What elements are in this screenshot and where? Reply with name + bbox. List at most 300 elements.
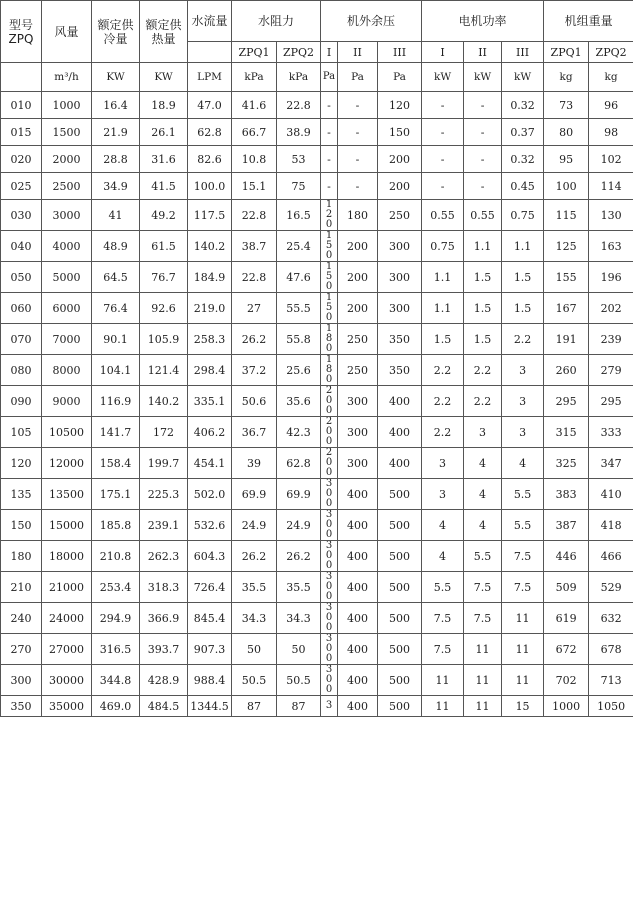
cell-mp-1: 1.1 bbox=[422, 293, 464, 324]
cell-mp-2: 1.1 bbox=[464, 231, 502, 262]
cell-wr-zpq1: 50 bbox=[232, 634, 277, 665]
cell-weight-zpq2: 130 bbox=[589, 200, 633, 231]
cell-water-flow: 988.4 bbox=[188, 665, 232, 696]
cell-mp-1: 3 bbox=[422, 479, 464, 510]
cell-water-flow: 258.3 bbox=[188, 324, 232, 355]
cell-ep-2: 250 bbox=[338, 324, 378, 355]
cell-model: 015 bbox=[1, 119, 42, 146]
cell-wr-zpq1: 27 bbox=[232, 293, 277, 324]
cell-cooling: 344.8 bbox=[92, 665, 140, 696]
cell-heating: 18.9 bbox=[140, 92, 188, 119]
header-wr-zpq2: ZPQ2 bbox=[277, 42, 321, 63]
cell-water-flow: 219.0 bbox=[188, 293, 232, 324]
cell-heating: 140.2 bbox=[140, 386, 188, 417]
cell-heating: 225.3 bbox=[140, 479, 188, 510]
cell-wr-zpq1: 26.2 bbox=[232, 541, 277, 572]
spec-table-body bbox=[1, 92, 633, 717]
cell-airflow: 2500 bbox=[42, 173, 92, 200]
cell-mp-3: 0.32 bbox=[502, 92, 544, 119]
cell-mp-2: 2.2 bbox=[464, 386, 502, 417]
cell-ep-2: 400 bbox=[338, 479, 378, 510]
cell-ep-3: 500 bbox=[378, 634, 422, 665]
cell-airflow: 21000 bbox=[42, 572, 92, 603]
header-external-pressure: 机外余压 bbox=[321, 1, 422, 42]
header-unit-weight: 机组重量 bbox=[544, 1, 633, 42]
table-row bbox=[1, 200, 633, 231]
cell-mp-2: - bbox=[464, 119, 502, 146]
cell-mp-2: 11 bbox=[464, 634, 502, 665]
cell-weight-zpq2: 678 bbox=[589, 634, 633, 665]
cell-mp-1: 11 bbox=[422, 665, 464, 696]
cell-heating: 41.5 bbox=[140, 173, 188, 200]
unit-wr2: kPa bbox=[277, 63, 321, 92]
table-row bbox=[1, 417, 633, 448]
cell-weight-zpq1: 315 bbox=[544, 417, 589, 448]
cell-ep-2: 250 bbox=[338, 355, 378, 386]
cell-mp-3: 0.37 bbox=[502, 119, 544, 146]
cell-airflow: 35000 bbox=[42, 696, 92, 717]
cell-weight-zpq1: 446 bbox=[544, 541, 589, 572]
cell-mp-3: 1.5 bbox=[502, 293, 544, 324]
cell-weight-zpq2: 279 bbox=[589, 355, 633, 386]
cell-airflow: 13500 bbox=[42, 479, 92, 510]
cell-wr-zpq1: 37.2 bbox=[232, 355, 277, 386]
cell-wr-zpq1: 69.9 bbox=[232, 479, 277, 510]
cell-mp-2: 1.5 bbox=[464, 262, 502, 293]
unit-model-blank bbox=[1, 63, 42, 92]
cell-weight-zpq1: 383 bbox=[544, 479, 589, 510]
cell-ep-3: 500 bbox=[378, 510, 422, 541]
table-row bbox=[1, 355, 633, 386]
cell-ep-1-text: 150 bbox=[325, 261, 333, 292]
cell-cooling: 253.4 bbox=[92, 572, 140, 603]
cell-wr-zpq2: 55.8 bbox=[277, 324, 321, 355]
cell-wr-zpq1: 38.7 bbox=[232, 231, 277, 262]
cell-heating: 61.5 bbox=[140, 231, 188, 262]
cell-ep-2: 180 bbox=[338, 200, 378, 231]
cell-ep-3: 200 bbox=[378, 173, 422, 200]
cell-ep-2: 400 bbox=[338, 572, 378, 603]
cell-ep-2: - bbox=[338, 92, 378, 119]
cell-heating: 262.3 bbox=[140, 541, 188, 572]
cell-model: 025 bbox=[1, 173, 42, 200]
cell-heating: 318.3 bbox=[140, 572, 188, 603]
cell-weight-zpq2: 96 bbox=[589, 92, 633, 119]
cell-ep-2: - bbox=[338, 146, 378, 173]
cell-heating: 366.9 bbox=[140, 603, 188, 634]
cell-airflow: 8000 bbox=[42, 355, 92, 386]
cell-mp-2: - bbox=[464, 92, 502, 119]
cell-mp-1: 4 bbox=[422, 510, 464, 541]
cell-airflow: 5000 bbox=[42, 262, 92, 293]
cell-wr-zpq2: 25.4 bbox=[277, 231, 321, 262]
cell-cooling: 141.7 bbox=[92, 417, 140, 448]
cell-ep-3: 500 bbox=[378, 696, 422, 717]
cell-mp-1: 1.5 bbox=[422, 324, 464, 355]
cell-wr-zpq1: 66.7 bbox=[232, 119, 277, 146]
cell-ep-3: 500 bbox=[378, 665, 422, 696]
cell-model: 120 bbox=[1, 448, 42, 479]
cell-weight-zpq1: 155 bbox=[544, 262, 589, 293]
cell-ep-1-text: 180 bbox=[325, 354, 333, 385]
table-row bbox=[1, 293, 633, 324]
cell-weight-zpq2: 333 bbox=[589, 417, 633, 448]
header-motor-power: 电机功率 bbox=[422, 1, 544, 42]
cell-model: 210 bbox=[1, 572, 42, 603]
cell-wr-zpq1: 24.9 bbox=[232, 510, 277, 541]
cell-mp-3: 1.1 bbox=[502, 231, 544, 262]
header-heating: 额定供热量 bbox=[140, 1, 188, 63]
cell-airflow: 6000 bbox=[42, 293, 92, 324]
unit-ep3: Pa bbox=[378, 63, 422, 92]
cell-ep-2: 400 bbox=[338, 603, 378, 634]
cell-cooling: 316.5 bbox=[92, 634, 140, 665]
unit-ep1 bbox=[321, 63, 338, 92]
cell-weight-zpq1: 125 bbox=[544, 231, 589, 262]
cell-cooling: 41 bbox=[92, 200, 140, 231]
unit-mp2: kW bbox=[464, 63, 502, 92]
header-water-resistance: 水阻力 bbox=[232, 1, 321, 42]
cell-mp-3: 15 bbox=[502, 696, 544, 717]
cell-cooling: 294.9 bbox=[92, 603, 140, 634]
cell-water-flow: 184.9 bbox=[188, 262, 232, 293]
cell-ep-1: - bbox=[321, 173, 338, 200]
cell-water-flow: 1344.5 bbox=[188, 696, 232, 717]
cell-ep-1-text: 300 bbox=[325, 602, 333, 633]
cell-model: 030 bbox=[1, 200, 42, 231]
cell-wr-zpq2: 47.6 bbox=[277, 262, 321, 293]
cell-cooling: 185.8 bbox=[92, 510, 140, 541]
cell-cooling: 90.1 bbox=[92, 324, 140, 355]
cell-ep-2: 300 bbox=[338, 386, 378, 417]
cell-mp-3: 11 bbox=[502, 603, 544, 634]
cell-ep-2: 200 bbox=[338, 231, 378, 262]
cell-weight-zpq1: 672 bbox=[544, 634, 589, 665]
cell-cooling: 21.9 bbox=[92, 119, 140, 146]
cell-airflow: 1500 bbox=[42, 119, 92, 146]
cell-mp-1: - bbox=[422, 146, 464, 173]
cell-ep-1 bbox=[321, 293, 338, 324]
cell-airflow: 18000 bbox=[42, 541, 92, 572]
cell-airflow: 2000 bbox=[42, 146, 92, 173]
cell-weight-zpq1: 167 bbox=[544, 293, 589, 324]
cell-mp-2: 7.5 bbox=[464, 572, 502, 603]
cell-mp-2: - bbox=[464, 173, 502, 200]
cell-ep-3: 120 bbox=[378, 92, 422, 119]
cell-ep-1-text: 200 bbox=[325, 447, 333, 478]
cell-ep-1 bbox=[321, 231, 338, 262]
cell-airflow: 1000 bbox=[42, 92, 92, 119]
cell-mp-1: 1.1 bbox=[422, 262, 464, 293]
cell-ep-3: 500 bbox=[378, 603, 422, 634]
cell-mp-3: 0.75 bbox=[502, 200, 544, 231]
unit-ep2: Pa bbox=[338, 63, 378, 92]
cell-airflow: 15000 bbox=[42, 510, 92, 541]
cell-mp-3: 0.32 bbox=[502, 146, 544, 173]
cell-wr-zpq1: 50.5 bbox=[232, 665, 277, 696]
cell-model: 050 bbox=[1, 262, 42, 293]
cell-mp-2: 4 bbox=[464, 448, 502, 479]
cell-water-flow: 100.0 bbox=[188, 173, 232, 200]
table-row bbox=[1, 572, 633, 603]
cell-heating: 26.1 bbox=[140, 119, 188, 146]
cell-heating: 31.6 bbox=[140, 146, 188, 173]
cell-model: 240 bbox=[1, 603, 42, 634]
cell-mp-1: 4 bbox=[422, 541, 464, 572]
cell-weight-zpq2: 1050 bbox=[589, 696, 633, 717]
header-mp-3: III bbox=[502, 42, 544, 63]
cell-ep-3: 300 bbox=[378, 293, 422, 324]
cell-mp-1: 7.5 bbox=[422, 603, 464, 634]
cell-cooling: 116.9 bbox=[92, 386, 140, 417]
cell-mp-2: 4 bbox=[464, 510, 502, 541]
header-airflow: 风量 bbox=[42, 1, 92, 63]
unit-w2: kg bbox=[589, 63, 633, 92]
cell-weight-zpq2: 163 bbox=[589, 231, 633, 262]
header-ep-3: III bbox=[378, 42, 422, 63]
cell-wr-zpq1: 39 bbox=[232, 448, 277, 479]
cell-wr-zpq2: 35.5 bbox=[277, 572, 321, 603]
cell-weight-zpq2: 196 bbox=[589, 262, 633, 293]
cell-ep-1 bbox=[321, 634, 338, 665]
cell-water-flow: 62.8 bbox=[188, 119, 232, 146]
cell-wr-zpq1: 15.1 bbox=[232, 173, 277, 200]
cell-weight-zpq1: 387 bbox=[544, 510, 589, 541]
unit-mp1: kW bbox=[422, 63, 464, 92]
cell-weight-zpq1: 509 bbox=[544, 572, 589, 603]
cell-ep-2: 200 bbox=[338, 293, 378, 324]
unit-mp3: kW bbox=[502, 63, 544, 92]
cell-water-flow: 117.5 bbox=[188, 200, 232, 231]
cell-weight-zpq1: 73 bbox=[544, 92, 589, 119]
cell-wr-zpq2: 35.6 bbox=[277, 386, 321, 417]
unit-w1: kg bbox=[544, 63, 589, 92]
cell-wr-zpq1: 22.8 bbox=[232, 200, 277, 231]
cell-water-flow: 845.4 bbox=[188, 603, 232, 634]
cell-model: 180 bbox=[1, 541, 42, 572]
cell-mp-1: 0.75 bbox=[422, 231, 464, 262]
header-cooling: 额定供冷量 bbox=[92, 1, 140, 63]
cell-weight-zpq1: 191 bbox=[544, 324, 589, 355]
cell-cooling: 210.8 bbox=[92, 541, 140, 572]
header-ep-1: I bbox=[321, 42, 338, 63]
cell-ep-1 bbox=[321, 417, 338, 448]
table-row bbox=[1, 696, 633, 717]
cell-water-flow: 140.2 bbox=[188, 231, 232, 262]
cell-ep-1 bbox=[321, 262, 338, 293]
cell-wr-zpq2: 38.9 bbox=[277, 119, 321, 146]
table-row bbox=[1, 634, 633, 665]
cell-model: 090 bbox=[1, 386, 42, 417]
cell-airflow: 10500 bbox=[42, 417, 92, 448]
cell-mp-1: 2.2 bbox=[422, 417, 464, 448]
cell-ep-3: 400 bbox=[378, 417, 422, 448]
cell-weight-zpq1: 115 bbox=[544, 200, 589, 231]
cell-mp-3: 4 bbox=[502, 448, 544, 479]
table-row bbox=[1, 92, 633, 119]
cell-ep-1 bbox=[321, 448, 338, 479]
cell-heating: 49.2 bbox=[140, 200, 188, 231]
cell-ep-1 bbox=[321, 386, 338, 417]
cell-wr-zpq1: 26.2 bbox=[232, 324, 277, 355]
cell-ep-2: 200 bbox=[338, 262, 378, 293]
cell-heating: 428.9 bbox=[140, 665, 188, 696]
header-wr-zpq1: ZPQ1 bbox=[232, 42, 277, 63]
cell-ep-1 bbox=[321, 324, 338, 355]
table-row bbox=[1, 665, 633, 696]
cell-heating: 121.4 bbox=[140, 355, 188, 386]
cell-mp-1: 7.5 bbox=[422, 634, 464, 665]
cell-water-flow: 454.1 bbox=[188, 448, 232, 479]
cell-mp-2: 3 bbox=[464, 417, 502, 448]
cell-ep-1-text: 150 bbox=[325, 230, 333, 261]
table-row bbox=[1, 231, 633, 262]
cell-ep-1-text: 120 bbox=[325, 199, 333, 230]
cell-heating: 393.7 bbox=[140, 634, 188, 665]
cell-ep-1 bbox=[321, 603, 338, 634]
cell-cooling: 104.1 bbox=[92, 355, 140, 386]
cell-weight-zpq2: 239 bbox=[589, 324, 633, 355]
cell-mp-2: 11 bbox=[464, 665, 502, 696]
cell-wr-zpq2: 25.6 bbox=[277, 355, 321, 386]
cell-heating: 199.7 bbox=[140, 448, 188, 479]
cell-airflow: 12000 bbox=[42, 448, 92, 479]
cell-mp-3: 2.2 bbox=[502, 324, 544, 355]
cell-ep-1 bbox=[321, 510, 338, 541]
cell-ep-1-text: 300 bbox=[325, 633, 333, 664]
cell-model: 105 bbox=[1, 417, 42, 448]
cell-ep-3: 300 bbox=[378, 231, 422, 262]
cell-wr-zpq2: 75 bbox=[277, 173, 321, 200]
table-row bbox=[1, 386, 633, 417]
cell-cooling: 28.8 bbox=[92, 146, 140, 173]
cell-water-flow: 604.3 bbox=[188, 541, 232, 572]
cell-heating: 172 bbox=[140, 417, 188, 448]
cell-ep-2: 400 bbox=[338, 665, 378, 696]
cell-mp-2: 0.55 bbox=[464, 200, 502, 231]
cell-cooling: 64.5 bbox=[92, 262, 140, 293]
cell-mp-3: 0.45 bbox=[502, 173, 544, 200]
cell-wr-zpq2: 26.2 bbox=[277, 541, 321, 572]
header-model bbox=[1, 1, 42, 63]
cell-weight-zpq1: 295 bbox=[544, 386, 589, 417]
cell-ep-2: 400 bbox=[338, 510, 378, 541]
cell-mp-2: 7.5 bbox=[464, 603, 502, 634]
header-water-flow-blank bbox=[188, 42, 232, 63]
cell-weight-zpq1: 260 bbox=[544, 355, 589, 386]
cell-model: 135 bbox=[1, 479, 42, 510]
unit-heating: KW bbox=[140, 63, 188, 92]
cell-mp-1: 11 bbox=[422, 696, 464, 717]
cell-weight-zpq2: 418 bbox=[589, 510, 633, 541]
unit-wr1: kPa bbox=[232, 63, 277, 92]
header-mp-2: II bbox=[464, 42, 502, 63]
cell-heating: 105.9 bbox=[140, 324, 188, 355]
cell-cooling: 16.4 bbox=[92, 92, 140, 119]
cell-weight-zpq2: 347 bbox=[589, 448, 633, 479]
cell-ep-1 bbox=[321, 665, 338, 696]
cell-ep-1-text: 300 bbox=[325, 478, 333, 509]
cell-ep-1-text: 300 bbox=[325, 664, 333, 695]
cell-ep-1-text: 300 bbox=[325, 571, 333, 602]
table-row bbox=[1, 541, 633, 572]
unit-cooling: KW bbox=[92, 63, 140, 92]
cell-wr-zpq2: 34.3 bbox=[277, 603, 321, 634]
cell-weight-zpq2: 632 bbox=[589, 603, 633, 634]
unit-water-flow: LPM bbox=[188, 63, 232, 92]
cell-water-flow: 532.6 bbox=[188, 510, 232, 541]
cell-mp-1: - bbox=[422, 92, 464, 119]
cell-cooling: 48.9 bbox=[92, 231, 140, 262]
cell-mp-3: 1.5 bbox=[502, 262, 544, 293]
cell-model: 270 bbox=[1, 634, 42, 665]
table-row bbox=[1, 479, 633, 510]
table-row bbox=[1, 448, 633, 479]
cell-heating: 239.1 bbox=[140, 510, 188, 541]
cell-wr-zpq1: 50.6 bbox=[232, 386, 277, 417]
cell-airflow: 4000 bbox=[42, 231, 92, 262]
cell-airflow: 27000 bbox=[42, 634, 92, 665]
cell-heating: 76.7 bbox=[140, 262, 188, 293]
cell-weight-zpq2: 114 bbox=[589, 173, 633, 200]
cell-ep-1-text: 300 bbox=[325, 509, 333, 540]
cell-mp-3: 11 bbox=[502, 634, 544, 665]
cell-ep-1-text: 3 bbox=[325, 700, 333, 711]
cell-mp-1: 2.2 bbox=[422, 355, 464, 386]
cell-water-flow: 726.4 bbox=[188, 572, 232, 603]
cell-mp-2: 5.5 bbox=[464, 541, 502, 572]
cell-cooling: 34.9 bbox=[92, 173, 140, 200]
cell-ep-2: 300 bbox=[338, 448, 378, 479]
table-row bbox=[1, 262, 633, 293]
cell-mp-3: 7.5 bbox=[502, 541, 544, 572]
cell-mp-1: - bbox=[422, 119, 464, 146]
cell-ep-1-text: 200 bbox=[325, 385, 333, 416]
cell-wr-zpq2: 16.5 bbox=[277, 200, 321, 231]
cell-ep-3: 300 bbox=[378, 262, 422, 293]
cell-ep-2: 400 bbox=[338, 696, 378, 717]
cell-mp-2: 1.5 bbox=[464, 293, 502, 324]
cell-airflow: 9000 bbox=[42, 386, 92, 417]
cell-ep-2: 400 bbox=[338, 541, 378, 572]
cell-wr-zpq1: 41.6 bbox=[232, 92, 277, 119]
cell-ep-3: 500 bbox=[378, 541, 422, 572]
cell-water-flow: 907.3 bbox=[188, 634, 232, 665]
cell-ep-1 bbox=[321, 200, 338, 231]
cell-weight-zpq2: 410 bbox=[589, 479, 633, 510]
cell-weight-zpq1: 1000 bbox=[544, 696, 589, 717]
table-row bbox=[1, 146, 633, 173]
cell-ep-2: - bbox=[338, 119, 378, 146]
cell-weight-zpq1: 325 bbox=[544, 448, 589, 479]
cell-ep-1 bbox=[321, 479, 338, 510]
cell-ep-2: - bbox=[338, 173, 378, 200]
cell-wr-zpq1: 10.8 bbox=[232, 146, 277, 173]
table-row bbox=[1, 324, 633, 355]
cell-weight-zpq1: 619 bbox=[544, 603, 589, 634]
cell-weight-zpq2: 202 bbox=[589, 293, 633, 324]
cell-model: 070 bbox=[1, 324, 42, 355]
cell-mp-3: 5.5 bbox=[502, 479, 544, 510]
cell-ep-1 bbox=[321, 541, 338, 572]
cell-ep-1 bbox=[321, 696, 338, 717]
cell-airflow: 30000 bbox=[42, 665, 92, 696]
cell-mp-3: 7.5 bbox=[502, 572, 544, 603]
cell-model: 020 bbox=[1, 146, 42, 173]
cell-weight-zpq2: 102 bbox=[589, 146, 633, 173]
table-row bbox=[1, 173, 633, 200]
cell-water-flow: 47.0 bbox=[188, 92, 232, 119]
